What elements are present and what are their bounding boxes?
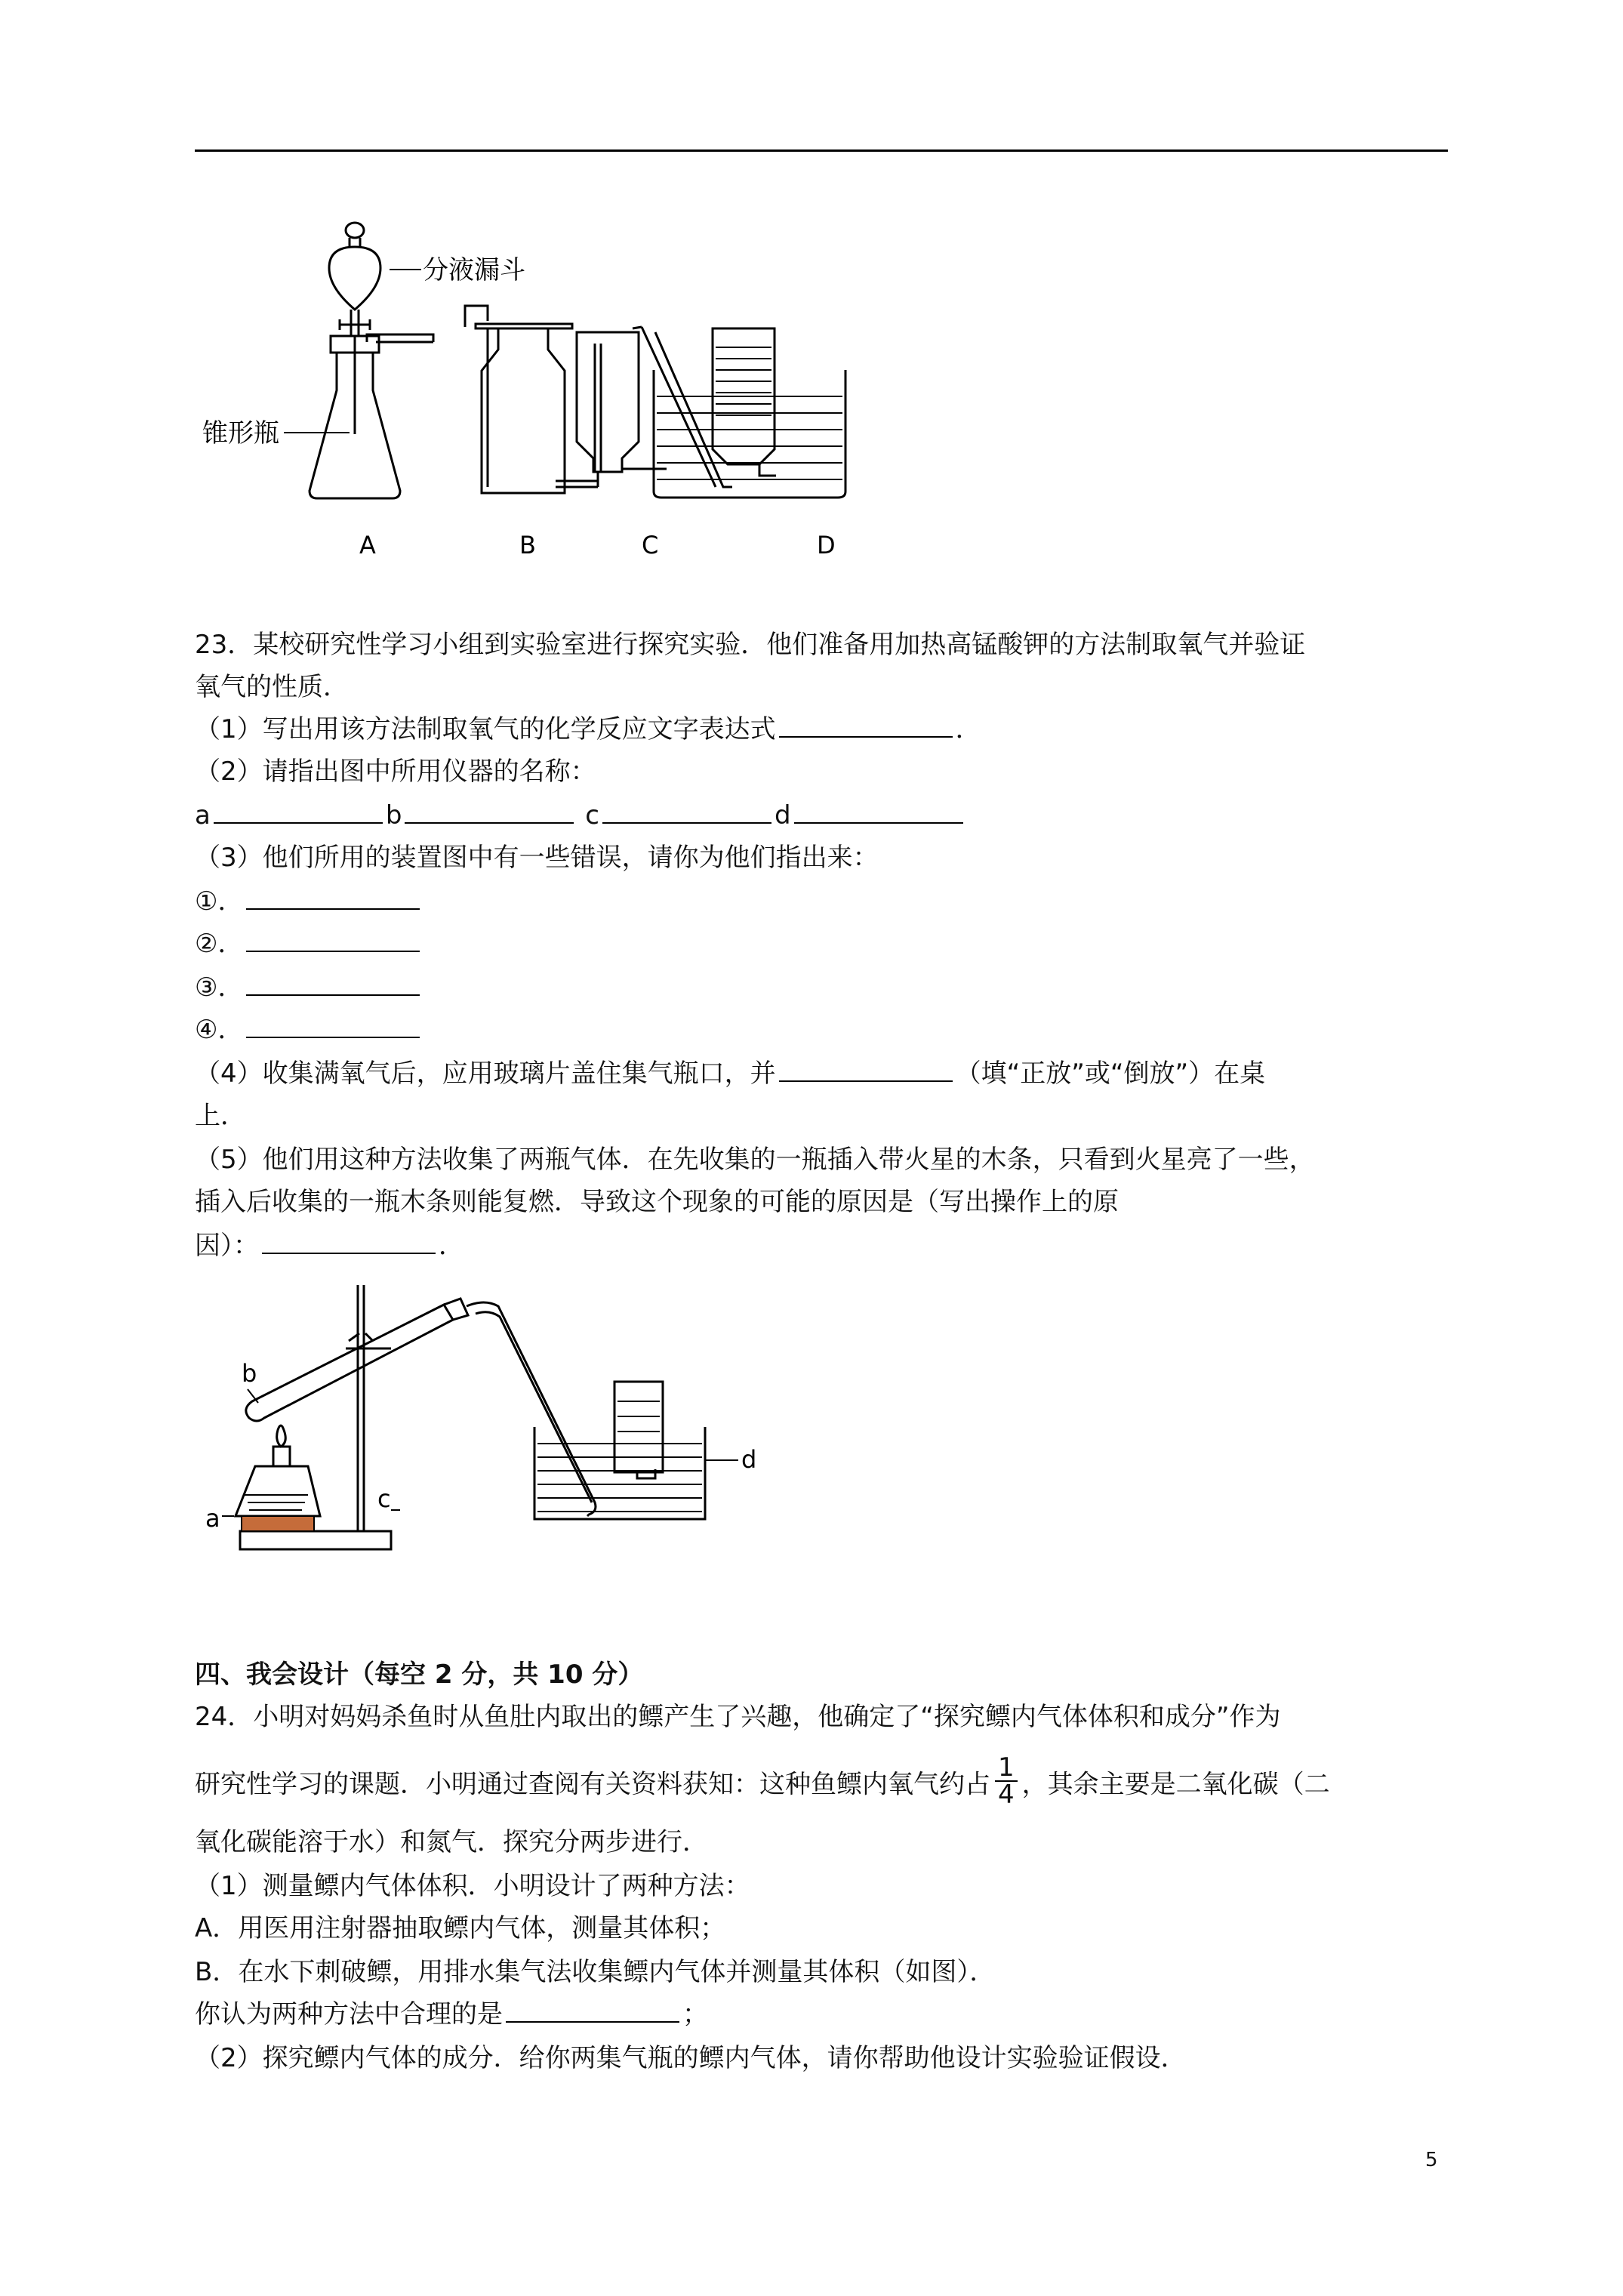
q24-part1: （1）测量鳔内气体体积．小明设计了两种方法： — [195, 1871, 750, 1901]
item-marker-2: ②． — [195, 929, 244, 959]
fraction-numerator: 1 — [995, 1755, 1018, 1782]
label-a-lamp: a — [205, 1504, 220, 1533]
q23-part5-end: ． — [439, 1231, 464, 1261]
q23-part5-line3-text: 因）： — [195, 1231, 259, 1261]
q23-part4-text: （4）收集满氧气后，应用玻璃片盖住集气瓶口，并 — [195, 1059, 776, 1089]
q23-part4-end: （填“正放”或“倒放”）在桌 — [955, 1059, 1266, 1089]
label-c: c — [585, 800, 599, 831]
label-b-tube: b — [242, 1359, 257, 1388]
blank-q23-4[interactable] — [779, 1058, 953, 1082]
label-d-trough: d — [741, 1445, 757, 1474]
q23-part3: （3）他们所用的装置图中有一些错误，请你为他们指出来： — [195, 843, 879, 873]
blank-item-1[interactable] — [246, 886, 420, 910]
section4-heading: 四、我会设计（每空 2 分，共 10 分） — [195, 1660, 644, 1690]
q23-part1-text: （1）写出用该方法制取氧气的化学反应文字表达式 — [195, 714, 776, 744]
page-number: 5 — [1425, 2149, 1438, 2171]
blank-b[interactable] — [405, 800, 574, 824]
q23-part5-line3 — [195, 1229, 464, 1262]
q23-part1 — [195, 713, 981, 746]
q24-ask-text: 你认为两种方法中合理的是 — [195, 1999, 503, 2029]
q24-option-b: B．在水下刺破鳔，用排水集气法收集鳔内气体并测量其体积（如图）． — [195, 1957, 996, 1987]
figure-apparatus-abcd — [195, 215, 950, 570]
fraction-one-quarter — [995, 1752, 1018, 1810]
apparatus-diagram-1 — [195, 215, 950, 570]
item-marker-4: ④． — [195, 1015, 244, 1045]
caption-c: C — [642, 531, 659, 559]
q24-line2-a: 研究性学习的课题．小明通过查阅有关资料获知：这种鱼鳔内氧气约占 — [195, 1769, 990, 1800]
blank-q24-1[interactable] — [506, 1999, 679, 2023]
q24-line2-b: ，其余主要是二氧化碳（二 — [1021, 1769, 1330, 1800]
blank-item-4[interactable] — [246, 1014, 420, 1038]
label-c-stand: c — [377, 1484, 391, 1513]
label-b: b — [385, 800, 402, 831]
q23-part1-end: ． — [955, 714, 981, 744]
q24-part2: （2）探究鳔内气体的成分．给你两集气瓶的鳔内气体，请你帮助他设计实验验证假设． — [195, 2043, 1187, 2073]
item-marker-3: ③． — [195, 972, 244, 1003]
q23-item-2 — [195, 927, 423, 960]
q23-item-4 — [195, 1013, 423, 1046]
label-flask: 锥形瓶 — [202, 418, 279, 448]
blank-c[interactable] — [602, 800, 771, 824]
blank-q23-1[interactable] — [779, 713, 953, 738]
q23-part4-line2: 上． — [195, 1101, 246, 1131]
blank-d[interactable] — [794, 800, 963, 824]
blank-item-2[interactable] — [246, 928, 420, 952]
label-d: d — [774, 800, 791, 831]
fraction-denominator: 4 — [998, 1780, 1015, 1810]
blank-item-3[interactable] — [246, 972, 420, 996]
q23-line1: 23．某校研究性学习小组到实验室进行探究实验．他们准备用加热高锰酸钾的方法制取氧气并验证 — [195, 630, 1306, 660]
q24-line2 — [195, 1752, 1330, 1812]
q24-ask-end: ； — [682, 1999, 708, 2029]
q24-ask — [195, 1998, 708, 2031]
q23-part5-line1: （5）他们用这种方法收集了两瓶气体．在先收集的一瓶插入带火星的木条，只看到火星亮了一些， — [195, 1145, 1315, 1175]
label-a: a — [195, 800, 211, 831]
q24-line1: 24．小明对妈妈杀鱼时从鱼肚内取出的鳔产生了兴趣，他确定了“探究鳔内气体体积和成分”作为 — [195, 1702, 1281, 1732]
q23-item-3 — [195, 971, 423, 1004]
caption-d: D — [817, 531, 836, 559]
header-rule — [195, 149, 1448, 152]
blank-q23-5[interactable] — [262, 1230, 436, 1254]
q23-line2: 氧气的性质． — [195, 672, 349, 702]
q23-part2-blanks — [195, 799, 966, 832]
q23-part2: （2）请指出图中所用仪器的名称： — [195, 757, 596, 787]
q23-item-1 — [195, 885, 423, 918]
item-marker-1: ①． — [195, 886, 244, 917]
caption-a: A — [359, 531, 376, 559]
label-funnel: 分液漏斗 — [423, 255, 525, 285]
blank-a[interactable] — [214, 800, 383, 824]
caption-b: B — [519, 531, 536, 559]
q24-option-a: A．用医用注射器抽取鳔内气体，测量其体积； — [195, 1913, 726, 1943]
q23-part5-line2: 插入后收集的一瓶木条则能复燃．导致这个现象的可能的原因是（写出操作上的原 — [195, 1187, 1119, 1217]
q24-line3: 氧化碳能溶于水）和氮气．探究分两步进行． — [195, 1827, 708, 1857]
q23-part4 — [195, 1057, 1265, 1090]
figure-heating-apparatus — [195, 1276, 768, 1563]
apparatus-diagram-2 — [195, 1276, 768, 1563]
